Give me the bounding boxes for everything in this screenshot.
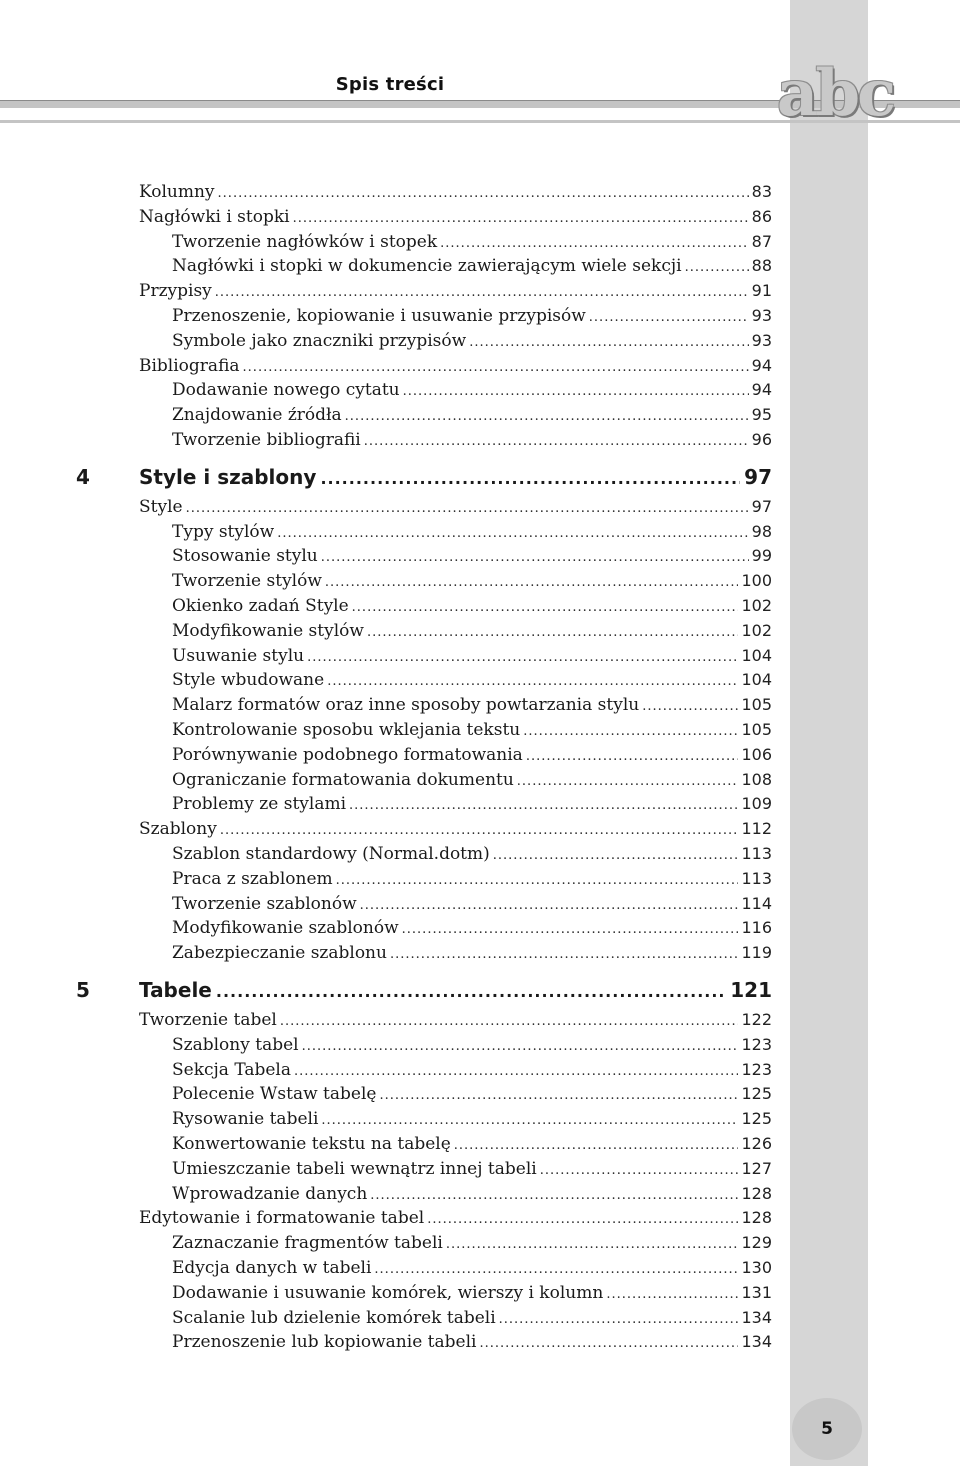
toc-entry[interactable] xyxy=(172,668,772,692)
entry-title: Edytowanie i formatowanie tabel xyxy=(139,1208,425,1229)
entry-title: Problemy ze stylami xyxy=(172,794,347,815)
entry-page-number: 96 xyxy=(751,430,772,449)
toc-entry[interactable] xyxy=(172,644,772,668)
dot-leader xyxy=(216,978,726,1006)
toc-entry[interactable] xyxy=(139,495,772,519)
entry-title: Symbole jako znaczniki przypisów xyxy=(172,330,467,351)
dot-leader xyxy=(427,1208,738,1232)
toc-entry[interactable] xyxy=(139,1206,772,1230)
toc-chapter[interactable] xyxy=(76,976,772,1004)
dot-leader xyxy=(321,546,749,570)
entry-title: Style xyxy=(139,496,183,517)
dot-leader xyxy=(364,430,749,454)
toc-entry[interactable] xyxy=(172,619,772,643)
entry-page-number: 86 xyxy=(751,206,772,226)
entry-page-number: 94 xyxy=(751,380,772,400)
entry-page-number: 119 xyxy=(741,943,772,963)
entry-page-number: 125 xyxy=(741,1084,772,1104)
entry-page-number: 128 xyxy=(741,1208,772,1228)
entry-page-number: 106 xyxy=(741,744,772,764)
toc-entry[interactable] xyxy=(172,842,772,866)
entry-title: Tworzenie tabel xyxy=(139,1010,277,1030)
entry-title: Modyfikowanie stylów xyxy=(172,620,364,641)
dot-leader xyxy=(517,770,739,794)
entry-page-number: 130 xyxy=(741,1258,772,1277)
dot-leader xyxy=(589,306,749,330)
dot-leader xyxy=(349,794,738,818)
entry-title: Ograniczanie formatowania dokumentu xyxy=(172,769,514,790)
dot-leader xyxy=(685,256,749,280)
entry-title: Rysowanie tabeli xyxy=(172,1109,319,1130)
toc-entry[interactable] xyxy=(172,230,772,254)
dot-leader xyxy=(540,1159,739,1183)
toc-entry[interactable] xyxy=(172,916,772,940)
toc-entry[interactable] xyxy=(172,304,772,328)
chapter-page-number: 121 xyxy=(730,978,772,1002)
entry-page-number: 129 xyxy=(741,1233,772,1253)
entry-title: Wprowadzanie danych xyxy=(172,1183,368,1204)
toc-entry[interactable] xyxy=(172,718,772,742)
entry-page-number: 99 xyxy=(751,546,772,566)
dot-leader xyxy=(215,281,749,305)
entry-page-number: 87 xyxy=(751,231,772,251)
entry-page-number: 91 xyxy=(751,281,772,301)
entry-title: Zaznaczanie fragmentów tabeli xyxy=(172,1233,443,1254)
dot-leader xyxy=(352,596,739,620)
entry-title: Tworzenie nagłówków i stopek xyxy=(172,231,438,252)
dot-leader xyxy=(469,331,748,355)
entry-page-number: 123 xyxy=(741,1059,772,1079)
entry-page-number: 123 xyxy=(741,1034,772,1054)
entry-page-number: 134 xyxy=(741,1307,772,1327)
toc-entry[interactable] xyxy=(172,403,772,427)
entry-page-number: 97 xyxy=(751,496,772,516)
toc-entry[interactable] xyxy=(139,205,772,229)
entry-title: Przypisy xyxy=(139,281,212,302)
toc-entry[interactable] xyxy=(172,743,772,767)
toc-entry[interactable] xyxy=(172,867,772,891)
dot-leader xyxy=(379,1084,738,1108)
dot-leader xyxy=(642,695,738,719)
entry-title: Praca z szablonem xyxy=(172,868,333,889)
dot-leader xyxy=(336,869,739,893)
entry-title: Porównywanie podobnego formatowania xyxy=(172,744,523,765)
toc-entry[interactable] xyxy=(172,594,772,618)
dot-leader xyxy=(294,1060,738,1084)
entry-title: Sekcja Tabela xyxy=(172,1059,292,1080)
abc-logo: abc xyxy=(776,56,894,131)
toc-entry[interactable] xyxy=(172,378,772,402)
dot-leader xyxy=(293,207,749,231)
toc-entry[interactable] xyxy=(172,892,772,916)
toc-entry[interactable] xyxy=(139,180,772,204)
entry-title: Przenoszenie, kopiowanie i usuwanie przypisów xyxy=(172,306,586,326)
toc-entry[interactable] xyxy=(172,428,772,452)
dot-leader xyxy=(526,745,739,769)
toc-entry[interactable] xyxy=(172,693,772,717)
toc-entry[interactable] xyxy=(139,1008,772,1032)
entry-title: Kolumny xyxy=(139,182,215,202)
entry-title: Umieszczanie tabeli wewnątrz innej tabeli xyxy=(172,1158,537,1179)
entry-page-number: 122 xyxy=(741,1010,772,1029)
entry-page-number: 126 xyxy=(741,1134,772,1153)
entry-title: Scalanie lub dzielenie komórek tabeli xyxy=(172,1307,496,1328)
entry-page-number: 102 xyxy=(741,596,772,615)
entry-page-number: 104 xyxy=(741,645,772,665)
toc-entry[interactable] xyxy=(172,1132,772,1156)
toc-entry[interactable] xyxy=(172,1082,772,1106)
entry-title: Tworzenie szablonów xyxy=(172,893,357,914)
entry-title: Nagłówki i stopki xyxy=(139,206,290,227)
entry-page-number: 114 xyxy=(741,893,772,913)
toc-entry[interactable] xyxy=(172,1033,772,1057)
entry-page-number: 104 xyxy=(741,670,772,690)
toc-entry[interactable] xyxy=(172,1182,772,1206)
entry-title: Usuwanie stylu xyxy=(172,645,305,666)
entry-page-number: 112 xyxy=(741,819,772,839)
entry-title: Przenoszenie lub kopiowanie tabeli xyxy=(172,1332,477,1353)
dot-leader xyxy=(499,1308,739,1332)
dot-leader xyxy=(243,356,749,380)
dot-leader xyxy=(277,522,748,546)
dot-leader xyxy=(302,1035,739,1059)
toc-entry[interactable] xyxy=(139,817,772,841)
toc-entry[interactable] xyxy=(172,1330,772,1354)
toc-entry[interactable] xyxy=(172,569,772,593)
entry-page-number: 93 xyxy=(751,330,772,350)
entry-page-number: 93 xyxy=(751,306,772,325)
dot-leader xyxy=(606,1283,738,1307)
entry-title: Szablony xyxy=(139,819,217,840)
dot-leader xyxy=(327,670,738,694)
chapter-title: Tabele xyxy=(139,978,212,1002)
chapter-page-number: 97 xyxy=(744,464,772,489)
dot-leader xyxy=(360,894,739,918)
toc-entry[interactable] xyxy=(172,1058,772,1082)
entry-page-number: 134 xyxy=(741,1332,772,1352)
entry-title: Tworzenie bibliografii xyxy=(172,430,361,450)
toc-entry[interactable] xyxy=(172,792,772,816)
entry-page-number: 95 xyxy=(751,405,772,425)
entry-page-number: 94 xyxy=(751,355,772,375)
page-number-badge: 5 xyxy=(792,1398,862,1460)
toc-entry[interactable] xyxy=(172,1256,772,1280)
entry-page-number: 128 xyxy=(741,1183,772,1203)
dot-leader xyxy=(493,844,739,868)
entry-page-number: 100 xyxy=(741,571,772,591)
entry-page-number: 116 xyxy=(741,918,772,938)
entry-page-number: 105 xyxy=(741,720,772,739)
dot-leader xyxy=(402,918,739,942)
dot-leader xyxy=(370,1184,738,1208)
dot-leader xyxy=(403,380,749,404)
page-header-title: Spis treści xyxy=(335,74,445,95)
toc-entry[interactable] xyxy=(172,768,772,792)
entry-page-number: 108 xyxy=(741,769,772,789)
entry-title: Modyfikowanie szablonów xyxy=(172,918,399,939)
entry-page-number: 113 xyxy=(741,844,772,863)
dot-leader xyxy=(218,182,749,206)
entry-title: Stosowanie stylu xyxy=(172,546,318,567)
entry-page-number: 105 xyxy=(741,695,772,715)
chapter-number: 5 xyxy=(76,978,90,1002)
dot-leader xyxy=(320,465,740,493)
toc-entry[interactable] xyxy=(139,279,772,303)
entry-title: Tworzenie stylów xyxy=(172,571,322,592)
toc-chapter[interactable] xyxy=(76,463,772,491)
entry-title: Dodawanie nowego cytatu xyxy=(172,380,400,401)
entry-title: Style wbudowane xyxy=(172,670,325,691)
entry-title: Dodawanie i usuwanie komórek, wierszy i kolumn xyxy=(172,1282,604,1303)
toc-entry[interactable] xyxy=(139,354,772,378)
entry-title: Okienko zadań Style xyxy=(172,596,349,616)
entry-title: Zabezpieczanie szablonu xyxy=(172,943,387,964)
dot-leader xyxy=(479,1332,738,1356)
toc-entry[interactable] xyxy=(172,254,772,278)
dot-leader xyxy=(390,943,738,967)
toc-entry[interactable] xyxy=(172,1157,772,1181)
entry-page-number: 131 xyxy=(741,1282,772,1302)
toc-entry[interactable] xyxy=(172,329,772,353)
dot-leader xyxy=(440,232,748,256)
toc-entry[interactable] xyxy=(172,1281,772,1305)
entry-title: Polecenie Wstaw tabelę xyxy=(172,1084,377,1105)
toc-entry[interactable] xyxy=(172,544,772,568)
entry-page-number: 88 xyxy=(751,256,772,276)
dot-leader xyxy=(367,621,739,645)
entry-page-number: 113 xyxy=(741,868,772,888)
dot-leader xyxy=(186,497,749,521)
entry-page-number: 102 xyxy=(741,620,772,640)
toc-entry[interactable] xyxy=(172,1231,772,1255)
dot-leader xyxy=(454,1134,739,1158)
chapter-number: 4 xyxy=(76,464,90,489)
dot-leader xyxy=(325,571,739,595)
dot-leader xyxy=(321,1109,738,1133)
entry-page-number: 83 xyxy=(751,182,772,201)
entry-title: Kontrolowanie sposobu wklejania tekstu xyxy=(172,720,521,740)
entry-title: Konwertowanie tekstu na tabelę xyxy=(172,1134,451,1154)
toc-entry[interactable] xyxy=(172,941,772,965)
toc-entry[interactable] xyxy=(172,1107,772,1131)
dot-leader xyxy=(345,405,749,429)
entry-title: Bibliografia xyxy=(139,355,240,376)
entry-title: Malarz formatów oraz inne sposoby powtarzania stylu xyxy=(172,695,640,716)
dot-leader xyxy=(523,720,738,744)
dot-leader xyxy=(220,819,739,843)
dot-leader xyxy=(374,1258,738,1282)
entry-title: Szablon standardowy (Normal.dotm) xyxy=(172,844,490,864)
toc-entry[interactable] xyxy=(172,1306,772,1330)
dot-leader xyxy=(446,1233,739,1257)
entry-title: Typy stylów xyxy=(172,521,275,542)
dot-leader xyxy=(280,1010,739,1034)
entry-title: Edycja danych w tabeli xyxy=(172,1258,372,1278)
entry-page-number: 125 xyxy=(741,1109,772,1129)
entry-page-number: 127 xyxy=(741,1158,772,1178)
chapter-title: Style i szablony xyxy=(139,464,317,489)
dot-leader xyxy=(307,646,738,670)
toc-entry[interactable] xyxy=(172,520,772,544)
entry-title: Nagłówki i stopki w dokumencie zawierającym wiele sekcji xyxy=(172,256,682,277)
entry-title: Znajdowanie źródła xyxy=(172,405,342,426)
entry-page-number: 98 xyxy=(751,521,772,541)
entry-title: Szablony tabel xyxy=(172,1034,299,1055)
entry-page-number: 109 xyxy=(741,794,772,814)
